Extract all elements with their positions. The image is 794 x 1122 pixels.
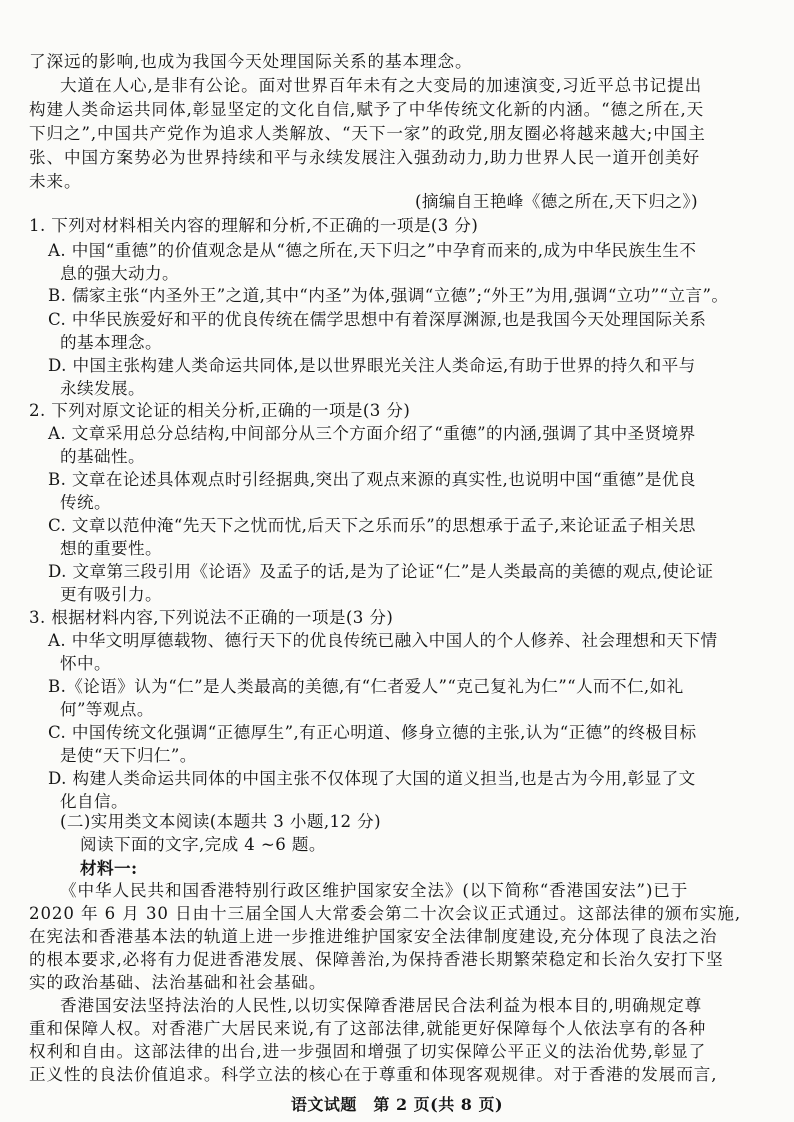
q2-option-b-cont: 传统。	[60, 493, 111, 512]
question-1-stem: 1. 下列对材料相关内容的理解和分析,不正确的一项是(3 分)	[29, 216, 479, 235]
q2-option-c: C. 文章以范仲淹“先天下之忧而忧,后天下之乐而乐”的思想承于孟子,来论证孟子相关思	[48, 516, 696, 535]
q3-option-d: D. 构建人类命运共同体的中国主张不仅体现了大国的道义担当,也是古为今用,彰显了文	[48, 769, 696, 788]
q2-option-b: B. 文章在论述具体观点时引经据典,突出了观点来源的真实性,也说明中国“重德”是优良	[48, 470, 696, 489]
q3-option-c-cont: 是使“天下归仁”。	[60, 746, 197, 765]
q2-option-a: A. 文章采用总分总结构,中间部分从三个方面介绍了“重德”的内涵,强调了其中圣贤境界	[48, 424, 696, 443]
q2-option-a-cont: 的基础性。	[60, 447, 145, 466]
page-footer: 语文试题 第 2 页(共 8 页)	[290, 1095, 504, 1114]
material-line: 《中华人民共和国香港特别行政区维护国家安全法》(以下简称“香港国安法”)已于	[60, 881, 689, 900]
q2-option-d-cont: 更有吸引力。	[60, 585, 162, 604]
passage-line: 下归之”,中国共产党作为追求人类解放、“天下一家”的政党,朋友圈必将越来越大;中国主	[29, 124, 706, 143]
q3-option-a: A. 中华文明厚德载物、德行天下的优良传统已融入中国人的个人修养、社会理想和天下情	[48, 631, 718, 650]
section-instruction: 阅读下面的文字,完成 4 ~6 题。	[80, 835, 326, 854]
passage-line: 大道在人心,是非有公论。面对世界百年未有之大变局的加速演变,习近平总书记提出	[60, 76, 703, 95]
q1-option-c-cont: 的基本理念。	[60, 333, 162, 352]
q2-option-c-cont: 想的重要性。	[60, 539, 162, 558]
material-line: 正义性的良法价值追求。科学立法的核心在于尊重和体现客观规律。对于香港的发展而言,	[29, 1065, 718, 1084]
passage-line: 了深远的影响,也成为我国今天处理国际关系的基本理念。	[29, 52, 473, 71]
material-line: 实的政治基础、法治基础和社会基础。	[29, 973, 327, 992]
q1-option-d: D. 中国主张构建人类命运共同体,是以世界眼光关注人类命运,有助于世界的持久和平与	[48, 356, 696, 375]
material-line: 权利和自由。这部法律的出台,进一步强固和增强了切实保障公平正义的法治优势,彰显了	[29, 1042, 707, 1061]
passage-line: 未来。	[29, 172, 82, 191]
question-2-stem: 2. 下列对原文论证的相关分析,正确的一项是(3 分)	[29, 401, 411, 420]
material-line: 香港国安法坚持法治的人民性,以切实保障香港居民合法利益为根本目的,明确规定尊	[60, 996, 703, 1015]
q1-option-c: C. 中华民族爱好和平的优良传统在儒学思想中有着深厚渊源,也是我国今天处理国际关系	[48, 310, 707, 329]
q1-option-a: A. 中国“重德”的价值观念是从“德之所在,天下归之”中孕育而来的,成为中华民族生生不	[48, 241, 697, 260]
source-citation: (摘编自王艳峰《德之所在,天下归之》)	[414, 192, 698, 211]
q3-option-d-cont: 化自信。	[60, 792, 128, 811]
material-line: 在宪法和香港基本法的轨道上进一步推进维护国家安全法律制度建设,充分体现了良法之治	[29, 927, 718, 946]
q3-option-a-cont: 怀中。	[60, 654, 111, 673]
q1-option-d-cont: 永续发展。	[60, 379, 145, 398]
material-line: 重和保障人权。对香港广大居民来说,有了这部法律,就能更好保障每个人依法享有的各种	[29, 1019, 707, 1038]
material-line: 的根本要求,必将有力促进香港发展、保障善治,为保持香港长期繁荣稳定和长治久安打下坚	[29, 950, 724, 969]
q3-option-b-cont: 何”等观点。	[60, 700, 154, 719]
material-label: 材料一:	[80, 858, 138, 878]
q1-option-b: B. 儒家主张“内圣外王”之道,其中“内圣”为体,强调“立德”;“外王”为用,强调“立功”“立言”。	[48, 286, 729, 305]
q1-option-a-cont: 息的强大动力。	[60, 264, 179, 283]
q3-option-c: C. 中国传统文化强调“正德厚生”,有正心明道、修身立德的主张,认为“正德”的终极目标	[48, 723, 697, 742]
q3-option-b: B.《论语》认为“仁”是人类最高的美德,有“仁者爱人”“克己复礼为仁”“人而不仁,如礼	[48, 677, 684, 696]
passage-line: 构建人类命运共同体,彰显坚定的文化自信,赋予了中华传统文化新的内涵。“德之所在,天	[29, 100, 705, 119]
q2-option-d: D. 文章第三段引用《论语》及孟子的话,是为了论证“仁”是人类最高的美德的观点,使论证	[48, 562, 714, 581]
material-line: 2020 年 6 月 30 日由十三届全国人大常委会第二十次会议正式通过。这部法律的颁布实施,	[29, 904, 742, 923]
section-heading: (二)实用类文本阅读(本题共 3 小题,12 分)	[60, 812, 381, 831]
passage-line: 张、中国方案势必为世界持续和平与永续发展注入强劲动力,助力世界人民一道开创美好	[29, 148, 700, 167]
question-3-stem: 3. 根据材料内容,下列说法不正确的一项是(3 分)	[29, 608, 394, 627]
